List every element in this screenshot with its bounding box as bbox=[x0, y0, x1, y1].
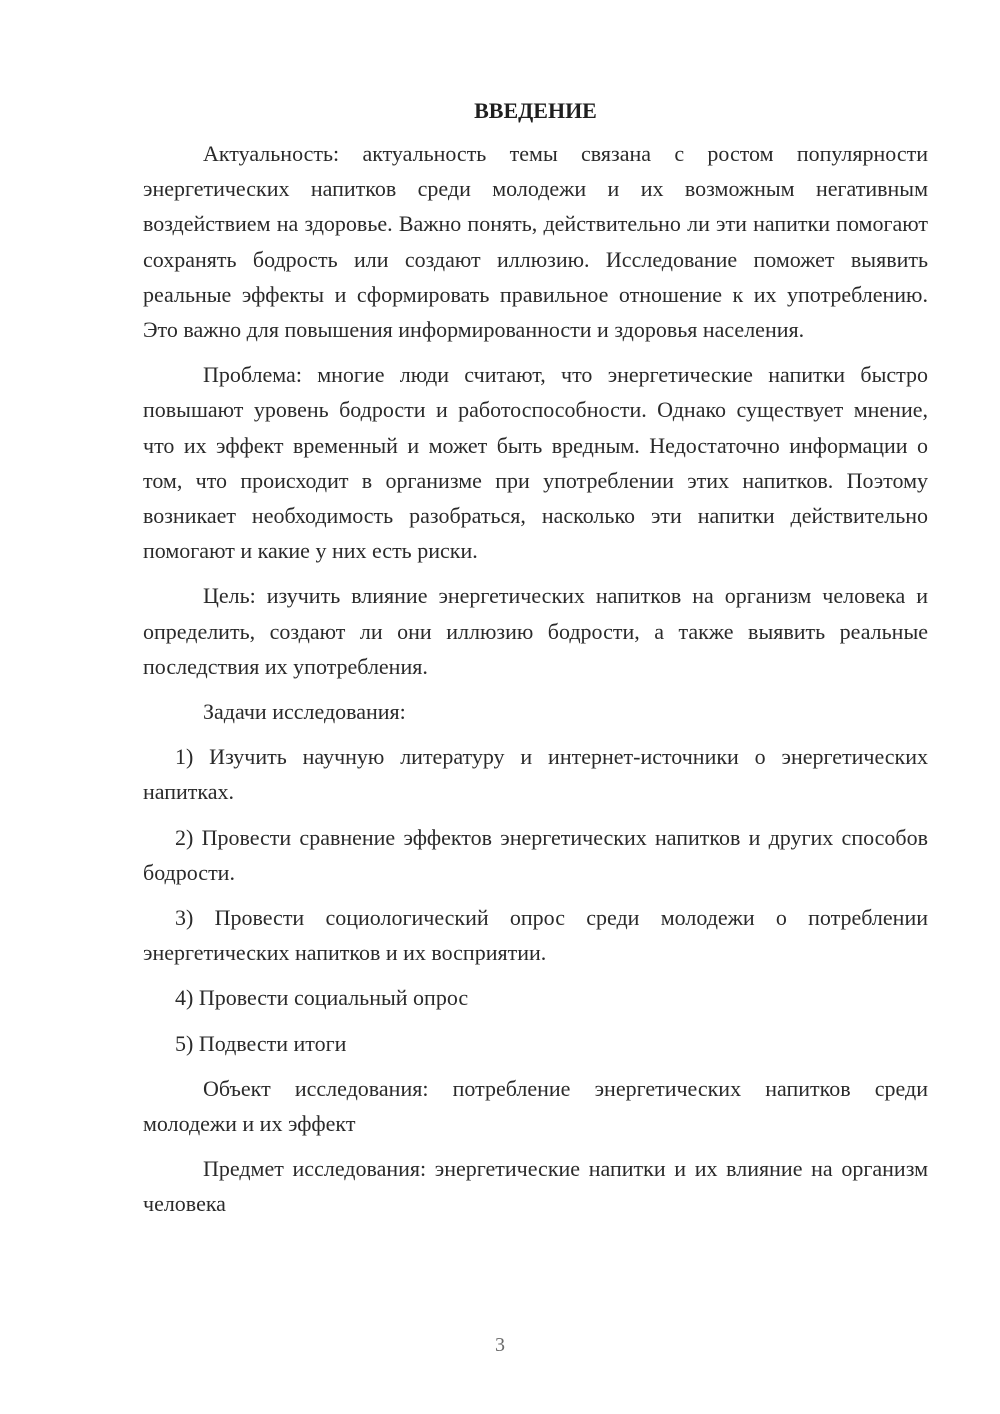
relevance-paragraph: Актуальность: актуальность темы связана с ростом популярности энергетических напитков среди молодежи и их возможным негативным воздействием на здоровье. Важно понять, действительно ли эти напитки помогают сохранять бодрость или создают иллюзию. Исследование поможет выявить реальные эффекты и сформировать правильное отношение к их употреблению. Это важно для повышения информированности и здоровья населения. bbox=[143, 141, 928, 343]
task-item-1: 1) Изучить научную литературу и интернет-источники о энергетических напитках. bbox=[143, 744, 928, 805]
document-body bbox=[143, 96, 928, 1232]
task-item-5: 5) Подвести итоги bbox=[175, 1030, 347, 1056]
goal-paragraph: Цель: изучить влияние энергетических напитков на организм человека и определить, создают ли они иллюзию бодрости, а также выявить реальные последствия их употребления. bbox=[143, 583, 928, 679]
object-paragraph: Объект исследования: потребление энергетических напитков среди молодежи и их эффект bbox=[143, 1075, 928, 1137]
task-item-2: 2) Провести сравнение эффектов энергетических напитков и других способов бодрости. bbox=[143, 824, 928, 885]
page-number: 3 bbox=[495, 1334, 505, 1356]
problem-paragraph: Проблема: многие люди считают, что энергетические напитки быстро повышают уровень бодрости и работоспособности. Однако существует мнение, что их эффект временный и может быть вредным. Недостаточно информации о том, что происходит в организме при употреблении этих напитков. Поэтому возникает необходимость разобраться, насколько эти напитки действительно помогают и какие у них есть риски. bbox=[143, 362, 928, 564]
task-item-3: 3) Провести социологический опрос среди молодежи о потреблении энергетических напитков и их восприятии. bbox=[143, 905, 928, 966]
subject-paragraph: Предмет исследования: энергетические напитки и их влияние на организм человека bbox=[143, 1156, 928, 1217]
task-item-4: 4) Провести социальный опрос bbox=[175, 985, 469, 1011]
page-title: ВВЕДЕНИЕ bbox=[474, 98, 597, 123]
tasks-heading: Задачи исследования: bbox=[203, 699, 406, 725]
